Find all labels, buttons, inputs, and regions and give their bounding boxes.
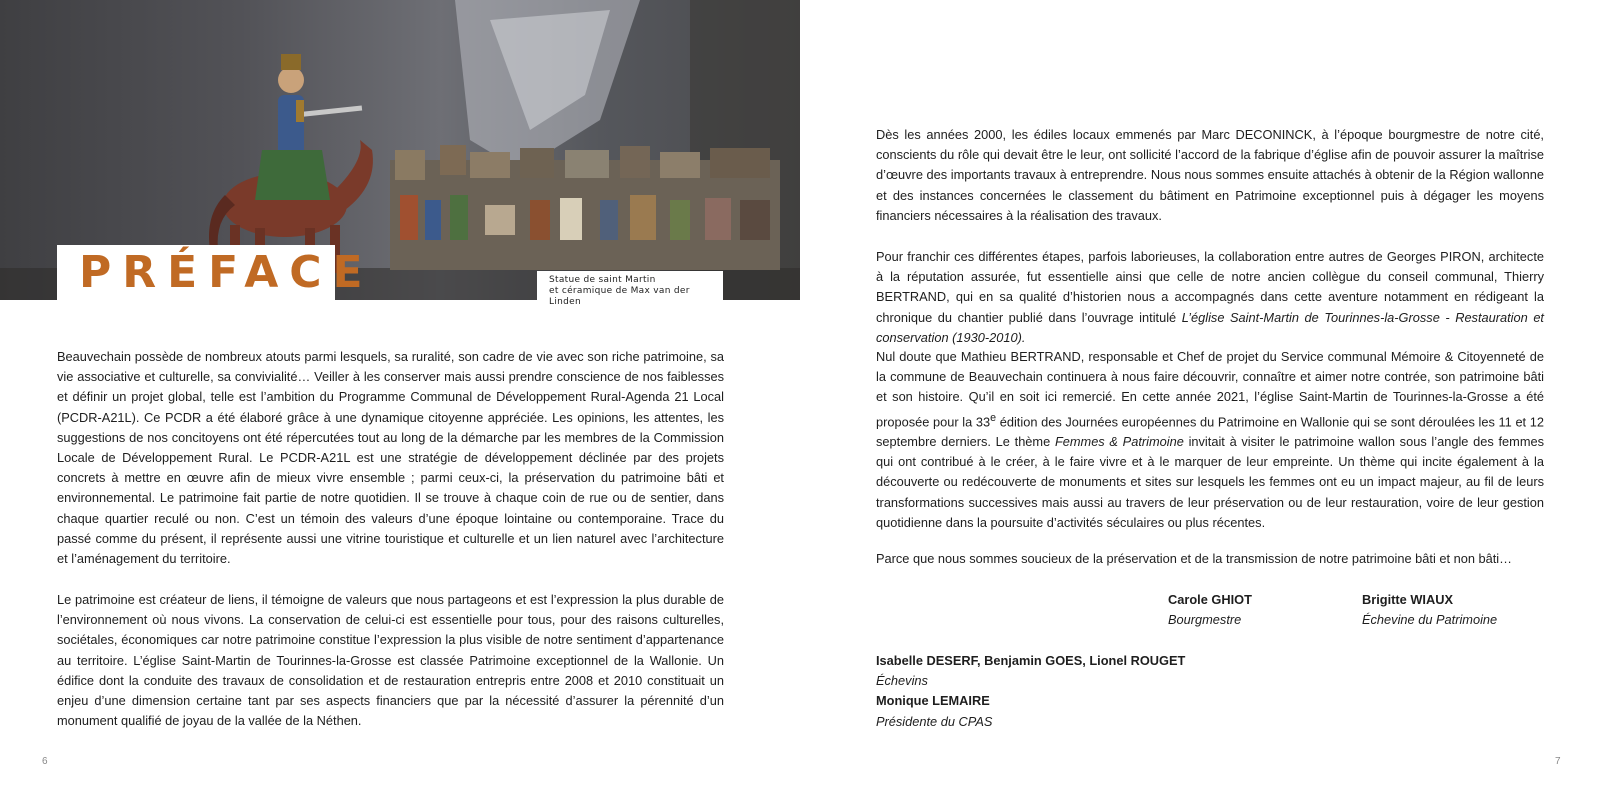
signature-role: Échevine du Patrimoine xyxy=(1362,612,1498,628)
right-page xyxy=(800,0,1600,800)
right-paragraph-3 xyxy=(876,347,1544,533)
signature-name: Carole GHIOT xyxy=(1168,592,1252,607)
photo-caption-box xyxy=(537,271,723,307)
right-paragraph-4: Parce que nous sommes soucieux de la préservation et de la transmission de notre patrimoine bâti et non bâti… xyxy=(876,551,1512,566)
signature-echevine xyxy=(1362,590,1497,630)
caption-line-1: Statue de saint Martin xyxy=(549,275,656,285)
right-paragraph-2-text: Pour franchir ces différentes étapes, parfois laborieuses, la collaboration entre autres de Georges PIRON, architecte à la réputation assurée, fut essentielle ainsi que celle de notre ancien collègue du conseil communal, Thierry BERTRAND, qui en sa qualité d’historien nous a accompagnés dans cette aventure notamment en rédigeant la chronique du chantier publié dans l’ouvrage intitulé xyxy=(876,249,1544,325)
page-number-right: 7 xyxy=(1555,756,1561,767)
right-paragraph-3-part-b: édition des Journées européennes du Patrimoine en Wallonie qui se sont déroulées les 11 et 12 septembre derniers. Le thème xyxy=(876,413,1544,450)
right-paragraph-3-part-a: Nul doute que Mathieu BERTRAND, responsable et Chef de projet du Service communal Mémoire & Citoyenneté de la commune de Beauvechain continuera à nous faire découvrir, connaître et aimer notre contrée, son patrimoine bâti et son histoire. Qu’il en soit ici remercié. En cette année 2021, l’église Saint-Martin de Tourinnes-la-Grosse a été proposée pour la 33 xyxy=(876,349,1544,429)
photo-caption xyxy=(549,275,723,308)
left-paragraph-2: Le patrimoine est créateur de liens, il témoigne de valeurs que nous partageons et est l’expression la plus durable de l’environnement où nous vivons. La conservation de celui-ci est essentielle pour tous, pour des raisons culturelles, sociétales, économiques car notre patrimoine constitue l’expression la plus visible de notre sentiment d’appartenance au territoire. L’église Saint-Martin de Tourinnes-la-Grosse est classée Patrimoine exceptionnel de la Wallonie. Un édifice dont la conduite des travaux de consolidation et de restauration entrepris entre 2008 et 2010 constituait un enjeu d’une dimension certaine tant par ses aspects financiers que par la nécessité d’assurer la pérennité d’un monument qualifié de joyau de la vallée de la Néthen. xyxy=(57,592,724,729)
left-paragraph-1: Beauvechain possède de nombreux atouts parmi lesquels, sa ruralité, son cadre de vie avec son riche patrimoine, sa vie associative et culturelle, sa convivialité… Veiller à les conserver mais aussi prendre conscience de nos faiblesses et définir un projet global, telle est l’ambition du Programme Communal de Développement Rural-Agenda 21 Local (PCDR-A21L). Ce PCDR a été élaboré grâce à une dynamique citoyenne appréciée. Les opinions, les attentes, les suggestions de nos concitoyens ont été répercutées tout au long de la démarche par les membres de la Commission Locale de Développement Rural. Le PCDR-A21L est une stratégie de développement déclinée par des projets concrets à mettre en œuvre afin de mieux vivre ensemble ; parmi ceux-ci, la préservation du patrimoine bâti et environnemental. Le patrimoine fait partie de notre quotidien. Il se trouve à chaque coin de rue ou de sentier, dans chaque quartier reculé ou non. C’est un témoin des valeurs d’une époque lointaine ou contemporaine. Trace du passé comme du présent, il représente aussi une vitrine touristique et culturelle et un lien naturel avec l’architecture et l’aménagement du territoire. xyxy=(57,349,724,567)
statue-photo xyxy=(0,0,800,307)
signature-name: Isabelle DESERF, Benjamin GOES, Lionel ROUGET xyxy=(876,653,1186,668)
signature-name: Brigitte WIAUX xyxy=(1362,592,1453,607)
signature-role: Échevins xyxy=(876,673,928,689)
page-number-left: 6 xyxy=(42,756,48,767)
signature-bourgmestre xyxy=(1168,590,1252,630)
signature-role: Bourgmestre xyxy=(1168,612,1242,628)
signature-name: Monique LEMAIRE xyxy=(876,693,990,709)
theme-title: Femmes & Patrimoine xyxy=(1054,434,1184,450)
signature-role: Présidente du CPAS xyxy=(876,713,993,729)
signature-echevins-cpas xyxy=(876,651,1185,732)
right-paragraph-2 xyxy=(876,247,1544,348)
ordinal-superscript: e xyxy=(990,411,997,424)
book-title: L’église Saint-Martin de Tourinnes-la-Grosse - Restauration et conservation (1930-2010). xyxy=(876,309,1544,345)
caption-line-2: et céramique de Max van der Linden xyxy=(549,286,690,307)
right-paragraph-1: Dès les années 2000, les édiles locaux emmenés par Marc DECONINCK, à l’époque bourgmestre de notre cité, conscients du rôle qui devait être le leur, ont sollicité l’accord de la fabrique d’église afin de pouvoir assurer la maîtrise d’œuvre des importants travaux à entreprendre. Nous nous sommes ensuite attachés à obtenir de la Région wallonne et des instances concernées le classement du bâtiment en Patrimoine exceptionnel puis à dégager les moyens financiers nécessaires à la réalisation des travaux. xyxy=(876,127,1544,223)
preface-title-box xyxy=(57,245,374,300)
page-title: PRÉFACE xyxy=(79,247,374,298)
right-paragraph-3-part-c: invitait à visiter le patrimoine wallon sous l’angle des femmes qui ont contribué à le créer, à le faire vivre et à le marquer de leur empreinte. Un thème qui incite également à la découverte ou redécouverte de monuments et sites sur lesquels les femmes ont eu un impact majeur, au fil de leurs transformations successives mais aussi au travers de leur préservation ou de leur restauration, voire de leur gestion quotidienne dans la poursuite d’activités séculaires ou plus récentes. xyxy=(876,434,1545,530)
